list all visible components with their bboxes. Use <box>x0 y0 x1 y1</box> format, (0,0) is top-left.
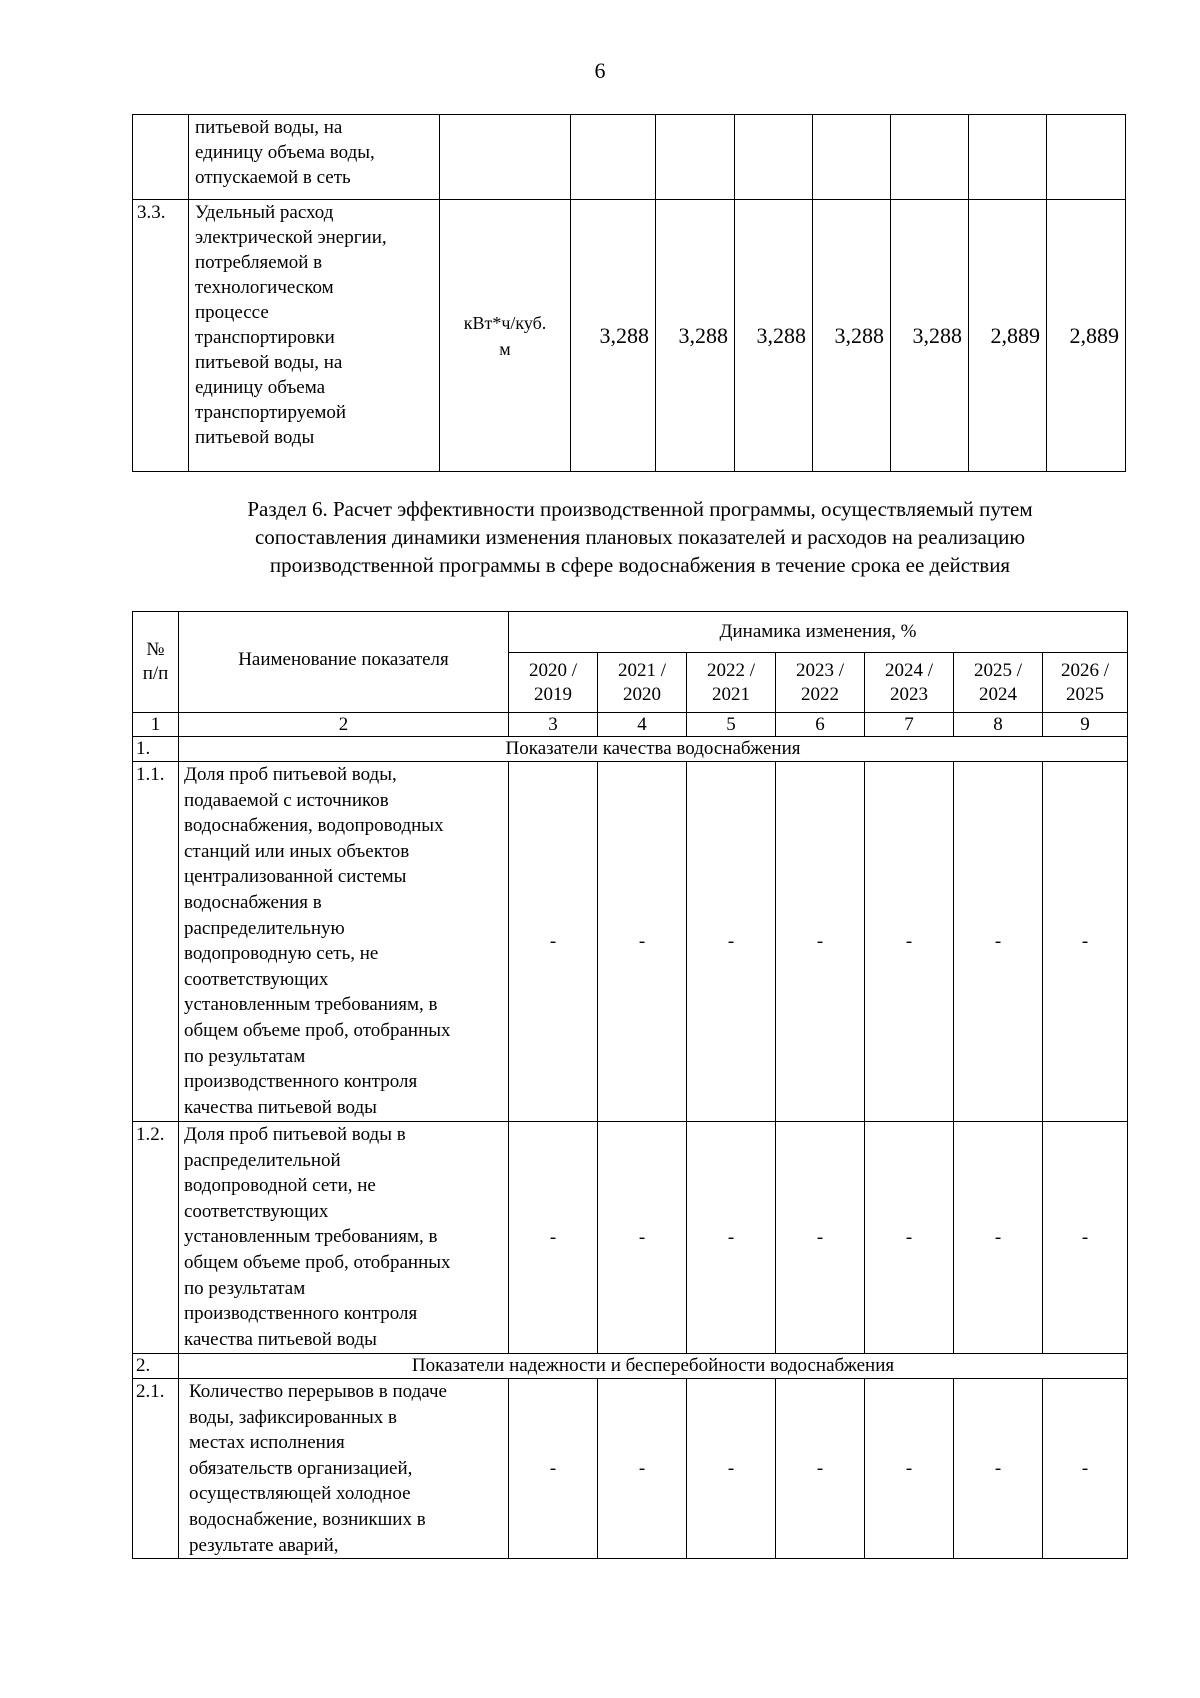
section-6-heading: Раздел 6. Расчет эффективности производственной программы, осуществляемый путем сопоставления динамики изменения плановых показателей и расходов на реализацию производственной программы в сфере водоснабжения в течение срока ее действия <box>247 497 1033 577</box>
value-cell: 3,288 <box>735 200 813 472</box>
value-cell <box>969 115 1047 200</box>
value-cell: - <box>509 1122 598 1354</box>
column-number: 7 <box>865 713 954 737</box>
value-cell <box>735 115 813 200</box>
table-row <box>133 762 1128 1122</box>
section-title: Показатели надежности и бесперебойности водоснабжения <box>179 1354 1128 1379</box>
value-cell: - <box>509 762 598 1122</box>
value-cell <box>571 115 656 200</box>
section-row <box>133 737 1128 762</box>
header-year: 2021 / 2020 <box>598 653 687 713</box>
value-cell <box>813 115 891 200</box>
header-year: 2020 / 2019 <box>509 653 598 713</box>
value-cell: - <box>687 1122 776 1354</box>
indicator-name: Удельный расход электрической энергии, потребляемой в технологическом процессе транспортировки питьевой воды, на единицу объема транспортируемой питьевой воды <box>189 200 440 472</box>
section-row <box>133 1354 1128 1379</box>
column-number: 6 <box>776 713 865 737</box>
value-cell: - <box>687 1379 776 1559</box>
value-cell: 3,288 <box>571 200 656 472</box>
section-number: 1. <box>133 737 179 762</box>
indicators-table-continued <box>132 114 1126 472</box>
header-year: 2024 / 2023 <box>865 653 954 713</box>
value-cell: - <box>776 1379 865 1559</box>
value-cell: - <box>598 762 687 1122</box>
header-dynamics: Динамика изменения, % <box>509 612 1128 653</box>
indicator-name: Доля проб питьевой воды, подаваемой с источников водоснабжения, водопроводных станций или иных объектов централизованной системы водоснабжения в распределительную водопроводную сеть, не соответствующих установленным требованиям, в общем объеме проб, отобранных по результатам производственного контроля качества питьевой воды <box>179 762 509 1122</box>
value-cell: - <box>598 1122 687 1354</box>
value-cell: - <box>865 1122 954 1354</box>
value-cell: - <box>776 1122 865 1354</box>
value-cell: 3,288 <box>656 200 735 472</box>
value-cell: - <box>1043 1379 1128 1559</box>
table-row <box>133 1379 1128 1559</box>
column-number: 8 <box>954 713 1043 737</box>
row-number: 1.2. <box>133 1122 179 1354</box>
value-cell: - <box>1043 762 1128 1122</box>
header-num: № п/п <box>133 612 179 713</box>
value-cell <box>656 115 735 200</box>
value-cell: - <box>509 1379 598 1559</box>
header-indicator-name: Наименование показателя <box>179 612 509 713</box>
page-number: 6 <box>594 58 606 83</box>
value-cell: - <box>687 762 776 1122</box>
value-cell: - <box>1043 1122 1128 1354</box>
column-number: 1 <box>133 713 179 737</box>
column-number: 5 <box>687 713 776 737</box>
column-number: 3 <box>509 713 598 737</box>
indicator-name: питьевой воды, на единицу объема воды, отпускаемой в сеть <box>189 115 440 200</box>
column-number: 2 <box>179 713 509 737</box>
value-cell: - <box>954 1379 1043 1559</box>
efficiency-dynamics-table <box>132 611 1128 1559</box>
value-cell: 3,288 <box>813 200 891 472</box>
value-cell: 3,288 <box>891 200 969 472</box>
row-number: 2.1. <box>133 1379 179 1559</box>
table-row <box>133 115 1126 200</box>
value-cell: - <box>954 762 1043 1122</box>
section-number: 2. <box>133 1354 179 1379</box>
section-title: Показатели качества водоснабжения <box>179 737 1128 762</box>
value-cell <box>891 115 969 200</box>
table-row <box>133 200 1126 472</box>
header-year: 2022 / 2021 <box>687 653 776 713</box>
column-number: 9 <box>1043 713 1128 737</box>
column-numbers-row <box>133 713 1128 737</box>
value-cell <box>1047 115 1126 200</box>
value-cell: - <box>598 1379 687 1559</box>
table-header-row <box>133 612 1128 653</box>
row-number: 1.1. <box>133 762 179 1122</box>
indicator-name: Доля проб питьевой воды в распределительной водопроводной сети, не соответствующих установленным требованиям, в общем объеме проб, отобранных по результатам производственного контроля качества питьевой воды <box>179 1122 509 1354</box>
value-cell: - <box>865 762 954 1122</box>
header-year: 2025 / 2024 <box>954 653 1043 713</box>
value-cell: 2,889 <box>969 200 1047 472</box>
table-row <box>133 1122 1128 1354</box>
value-cell: 2,889 <box>1047 200 1126 472</box>
column-number: 4 <box>598 713 687 737</box>
value-cell: - <box>865 1379 954 1559</box>
row-number: 3.3. <box>133 200 189 472</box>
value-cell: - <box>776 762 865 1122</box>
indicator-name: Количество перерывов в подаче воды, зафиксированных в местах исполнения обязательств организацией, осуществляющей холодное водоснабжение, возникших в результате аварий, <box>179 1379 509 1559</box>
unit-cell: кВт*ч/куб. м <box>440 200 571 472</box>
value-cell: - <box>954 1122 1043 1354</box>
header-year: 2023 / 2022 <box>776 653 865 713</box>
row-number <box>133 115 189 200</box>
unit-cell <box>440 115 571 200</box>
header-year: 2026 / 2025 <box>1043 653 1128 713</box>
